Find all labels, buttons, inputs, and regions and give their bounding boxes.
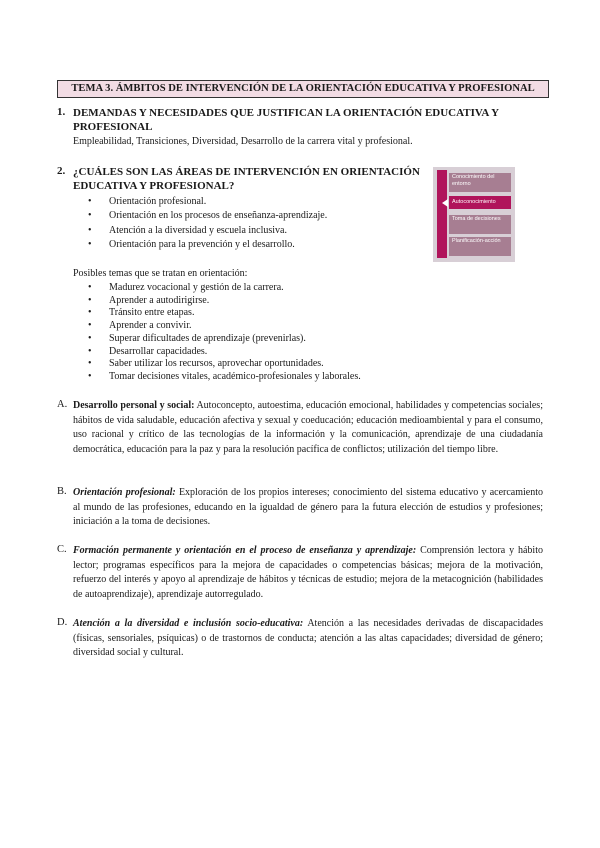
section-1-text: Empleabilidad, Transiciones, Diversidad, Desarrollo de la carrera vital y profesional. (73, 136, 413, 147)
list-item: • Orientación en los procesos de enseñanza-aprendizaje. (88, 209, 327, 223)
item-letter-a: A. (57, 399, 68, 410)
temas-list (88, 282, 361, 384)
diagram-step-decisiones: Toma de decisiones (449, 215, 511, 234)
area-paragraph-c (73, 544, 543, 603)
section-1-heading: DEMANDAS Y NECESIDADES QUE JUSTIFICAN LA ORIENTACIÓN EDUCATIVA Y PROFESIONAL (73, 107, 499, 133)
area-paragraph-d (73, 617, 543, 661)
list-item: • Orientación para la prevención y el desarrollo. (88, 238, 327, 252)
list-item: • Saber utilizar los recursos, aprovechar oportunidades. (88, 358, 361, 371)
area-lead-b: Orientación profesional: (73, 487, 176, 498)
area-text-d: Atención a las necesidades derivadas de discapacidades (físicas, sensoriales, psíquicas) o de trastornos de conducta; atención a las altas capacidades; diversidad de género; diversidad social y cultural. (73, 618, 543, 659)
list-item: • Orientación profesional. (88, 195, 327, 209)
diagram-step-autoconocimiento: Autoconocimiento (449, 196, 511, 209)
area-text-b: Exploración de los propios intereses; conocimiento del sistema educativo y acercamiento al mundo de las profesiones, educando en la igualdad de género para la futura elección de estudios y profesiones; iniciación a la toma de decisiones. (73, 487, 543, 528)
temas-intro: Posibles temas que se tratan en orientación: (73, 268, 248, 279)
process-diagram (433, 167, 515, 262)
section-2-number: 2. (57, 165, 66, 177)
section-2-heading: ¿CUÁLES SON LAS ÁREAS DE INTERVENCIÓN EN ORIENTACIÓN EDUCATIVA Y PROFESIONAL? (73, 166, 420, 192)
areas-list (88, 195, 327, 252)
list-item: • Desarrollar capacidades. (88, 346, 361, 359)
page-title: TEMA 3. ÁMBITOS DE INTERVENCIÓN DE LA ORIENTACIÓN EDUCATIVA Y PROFESIONAL (57, 80, 549, 98)
area-text-c: Comprensión lectora y hábito lector; programas específicos para la mejora de capacidades o competencias básicas; mejora de la motivación, refuerzo del interés y apoyo al aprendizaje de hábitos y técnicas de estudio; mejora de la metacognición (habilidades de autoaprendizaje), aprendizaje autorregulado. (73, 545, 543, 601)
area-lead-c: Formación permanente y orientación en el proceso de enseñanza y aprendizaje: (73, 545, 417, 556)
section-1-number: 1. (57, 106, 66, 118)
area-lead-d: Atención a la diversidad e inclusión socio-educativa: (73, 618, 304, 629)
item-letter-c: C. (57, 544, 67, 555)
item-letter-b: B. (57, 486, 67, 497)
area-lead-a: Desarrollo personal y social: (73, 400, 195, 411)
area-paragraph-a (73, 399, 543, 458)
diagram-step-planificacion: Planificación-acción (449, 237, 511, 256)
area-text-a: Autoconcepto, autoestima, educación emocional, habilidades y competencias sociales; hábitos de vida saludable, educación afectiva y sexual y coeducación; educación medioambiental y para el consumo, uso racional y crítico de las tecnologías de la información y la comunicación, aprendizaje de una ciudadanía democrática, educación para la paz y para la resolución pacífica de conflictos; utilización del tiempo libre. (73, 400, 543, 456)
list-item: • Madurez vocacional y gestión de la carrera. (88, 282, 361, 295)
diagram-arrow-icon (442, 199, 448, 207)
list-item: • Tránsito entre etapas. (88, 307, 361, 320)
item-letter-d: D. (57, 617, 68, 628)
list-item: • Superar dificultades de aprendizaje (prevenirlas). (88, 333, 361, 346)
list-item: • Atención a la diversidad y escuela inclusiva. (88, 224, 327, 238)
list-item: • Aprender a convivir. (88, 320, 361, 333)
area-paragraph-b (73, 486, 543, 530)
list-item: • Aprender a autodirigirse. (88, 295, 361, 308)
diagram-accent-bar (437, 170, 447, 258)
diagram-step-entorno: Conocimiento del entorno (449, 173, 511, 192)
list-item: • Tomar decisiones vitales, académico-profesionales y laborales. (88, 371, 361, 384)
